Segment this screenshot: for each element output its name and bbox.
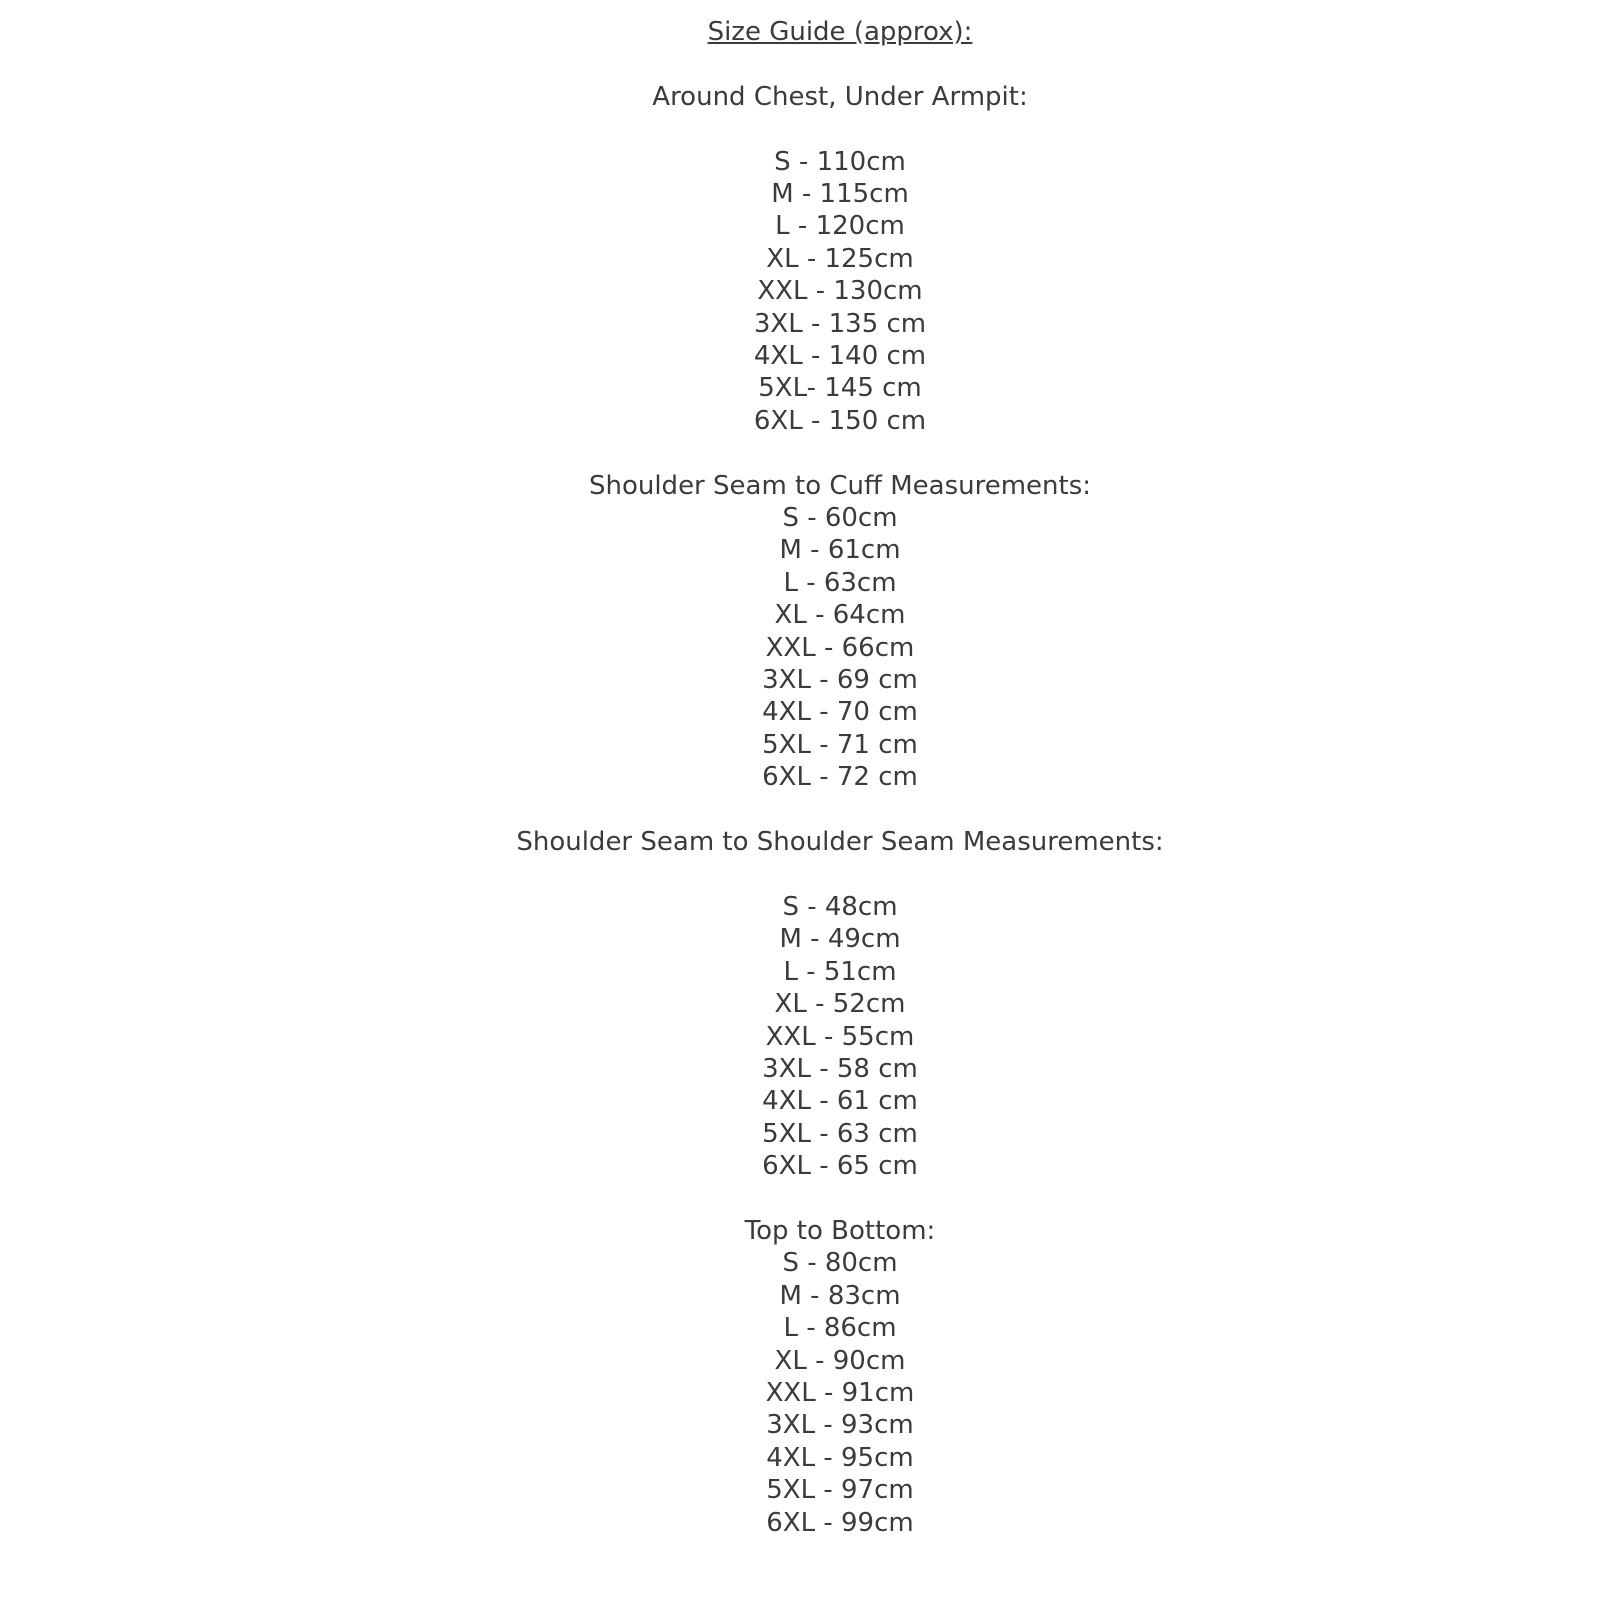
- size-row: M - 49cm: [779, 924, 901, 955]
- size-list: [80, 502, 1600, 794]
- size-row: S - 48cm: [782, 891, 898, 922]
- section-heading: Shoulder Seam to Cuff Measurements:: [588, 470, 1092, 501]
- size-row: L - 51cm: [783, 956, 897, 987]
- page-title: Size Guide (approx):: [707, 17, 973, 47]
- size-row: 5XL- 145 cm: [758, 373, 922, 404]
- size-row: 5XL - 97cm: [766, 1475, 914, 1506]
- size-row: S - 110cm: [774, 146, 906, 177]
- section-heading: Top to Bottom:: [744, 1215, 936, 1246]
- size-row: XXL - 66cm: [765, 632, 915, 663]
- size-row: M - 61cm: [779, 535, 901, 566]
- size-row: M - 115cm: [771, 179, 909, 209]
- size-list: [80, 891, 1600, 1183]
- size-list: [80, 1247, 1600, 1539]
- size-row: M - 83cm: [779, 1280, 901, 1311]
- size-row: 6XL - 72 cm: [762, 762, 918, 793]
- size-row: 4XL - 70 cm: [762, 697, 918, 728]
- size-row: 6XL - 150 cm: [753, 405, 927, 436]
- size-row: L - 86cm: [783, 1313, 897, 1344]
- size-row: 4XL - 95cm: [766, 1442, 914, 1473]
- size-row: XXL - 55cm: [765, 1021, 915, 1052]
- section-chest: [80, 81, 1600, 437]
- size-row: S - 80cm: [782, 1248, 898, 1279]
- size-row: 4XL - 61 cm: [762, 1086, 918, 1117]
- size-row: 4XL - 140 cm: [753, 341, 927, 372]
- size-row: XXL - 130cm: [757, 276, 923, 307]
- size-row: 3XL - 58 cm: [762, 1053, 918, 1084]
- size-row: S - 60cm: [782, 503, 898, 534]
- size-row: 5XL - 71 cm: [762, 729, 918, 760]
- size-row: XXL - 91cm: [765, 1377, 915, 1408]
- size-row: 3XL - 69 cm: [762, 665, 918, 696]
- size-row: L - 120cm: [775, 211, 905, 242]
- section-cuff: [80, 470, 1600, 794]
- section-length: [80, 1215, 1600, 1539]
- section-heading: Around Chest, Under Armpit:: [652, 81, 1028, 112]
- size-row: L - 63cm: [783, 567, 897, 598]
- size-row: XL - 52cm: [774, 989, 906, 1020]
- section-shoulder: [80, 826, 1600, 1182]
- size-row: XL - 64cm: [774, 600, 906, 631]
- size-row: 5XL - 63 cm: [762, 1118, 918, 1149]
- size-row: XL - 125cm: [766, 243, 914, 274]
- size-row: 3XL - 93cm: [766, 1410, 914, 1441]
- size-row: 6XL - 65 cm: [762, 1151, 918, 1182]
- size-list: [80, 146, 1600, 438]
- size-row: XL - 90cm: [774, 1345, 906, 1376]
- size-row: 6XL - 99cm: [766, 1507, 914, 1538]
- section-heading: Shoulder Seam to Shoulder Seam Measurements:: [516, 827, 1164, 858]
- size-guide-document: [80, 0, 1600, 1539]
- size-row: 3XL - 135 cm: [753, 308, 927, 339]
